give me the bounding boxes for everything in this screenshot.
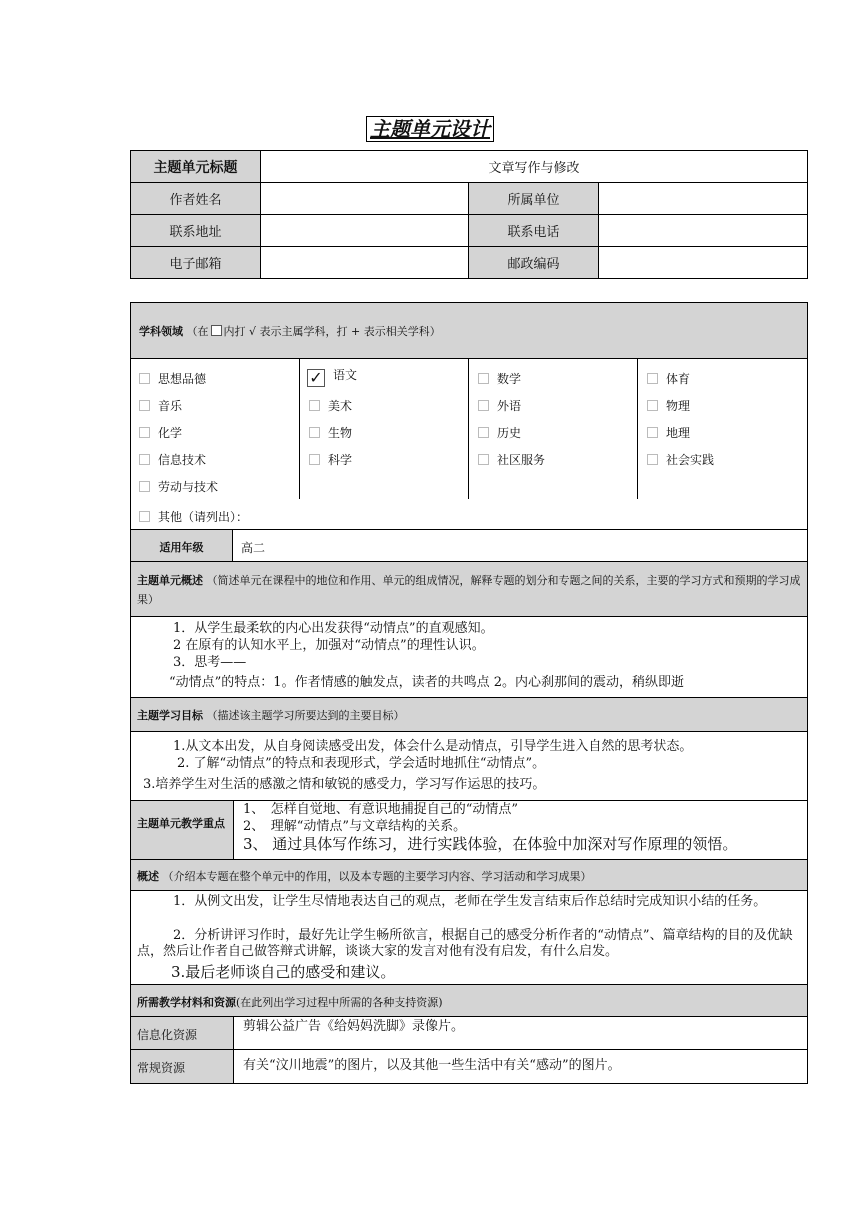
- overview-header: [131, 562, 807, 617]
- author-value[interactable]: [261, 183, 469, 215]
- subject-item[interactable]: 科学: [309, 453, 352, 467]
- subject-item[interactable]: 物理: [647, 399, 690, 413]
- resources-label: 所需教学材料和资源: [137, 996, 236, 1009]
- address-value[interactable]: [261, 215, 469, 247]
- overview-line-3: 3．思考——: [173, 655, 247, 670]
- summary-label: 概述: [137, 870, 159, 883]
- checkbox-icon[interactable]: [309, 400, 320, 411]
- grade-label: 适用年级: [159, 541, 204, 554]
- address-label: 联系地址: [131, 215, 261, 247]
- checkbox-icon[interactable]: [647, 373, 658, 384]
- overview-line-2: 2 在原有的认知水平上，加强对“动情点”的理性认识。: [173, 638, 485, 653]
- subject-item-chinese[interactable]: ✓ 语文: [307, 368, 357, 387]
- subject-item[interactable]: 信息技术: [139, 453, 206, 467]
- email-label: 电子邮箱: [131, 247, 261, 279]
- checkbox-icon: [211, 325, 222, 336]
- goals-body: [131, 732, 807, 801]
- subject-item[interactable]: 数学: [478, 372, 521, 386]
- goals-header: [131, 698, 807, 732]
- digital-resources-label: 信息化资源: [137, 1028, 198, 1042]
- checkbox-icon[interactable]: [647, 427, 658, 438]
- overview-body: [131, 617, 807, 698]
- title-text: 主题单元设计: [366, 116, 494, 142]
- subject-item[interactable]: 历史: [478, 426, 521, 440]
- subject-item[interactable]: 社区服务: [478, 453, 545, 467]
- phone-label: 联系电话: [469, 215, 599, 247]
- grade-row: [131, 530, 807, 562]
- subject-other[interactable]: 其他（请列出）：: [139, 510, 248, 524]
- subject-item[interactable]: 生物: [309, 426, 352, 440]
- checkbox-icon[interactable]: [309, 454, 320, 465]
- checkbox-icon[interactable]: [478, 400, 489, 411]
- subject-note-pre: （在: [186, 325, 209, 338]
- subject-item[interactable]: 外语: [478, 399, 521, 413]
- checkbox-icon[interactable]: [139, 373, 150, 384]
- checkbox-icon[interactable]: [139, 454, 150, 465]
- author-label: 作者姓名: [131, 183, 261, 215]
- subject-item[interactable]: 社会实践: [647, 453, 714, 467]
- regular-resources-row: [131, 1050, 807, 1083]
- checkbox-icon[interactable]: [647, 400, 658, 411]
- page-title: [0, 116, 860, 142]
- unit-value[interactable]: [599, 183, 808, 215]
- goals-line-2: 2. 了解“动情点”的特点和表现形式，学会适时地抓住“动情点”。: [177, 756, 546, 771]
- overview-line-1: 1．从学生最柔软的内心出发获得“动情点”的直观感知。: [173, 621, 494, 636]
- theme-title-value: 文章写作与修改: [261, 151, 808, 183]
- checkbox-icon[interactable]: [139, 427, 150, 438]
- subject-item[interactable]: 音乐: [139, 399, 182, 413]
- subject-label: 学科领域: [139, 325, 183, 338]
- postcode-value[interactable]: [599, 247, 808, 279]
- checkbox-icon[interactable]: [309, 427, 320, 438]
- digital-resources-row: [131, 1017, 807, 1050]
- checkbox-icon[interactable]: [478, 427, 489, 438]
- subject-item[interactable]: 地理: [647, 426, 690, 440]
- summary-body: [131, 891, 807, 985]
- resources-note: (在此列出学习过程中所需的各种支持资源): [236, 996, 443, 1009]
- checkbox-icon[interactable]: [139, 511, 150, 522]
- phone-value[interactable]: [599, 215, 808, 247]
- unit-label: 所属单位: [469, 183, 599, 215]
- checkbox-icon[interactable]: [647, 454, 658, 465]
- subject-item[interactable]: 化学: [139, 426, 182, 440]
- postcode-label: 邮政编码: [469, 247, 599, 279]
- checkbox-icon[interactable]: [478, 454, 489, 465]
- subject-item[interactable]: 思想品德: [139, 372, 206, 386]
- summary-p2: 2．分析讲评习作时，最好先让学生畅所欲言，根据自己的感受分析作者的“动情点”、篇章结构的目的及优缺点，然后让作者自己做答辩式讲解，谈谈大家的发言对他有没有启发，有什么启发。: [137, 928, 793, 959]
- subject-header: [131, 303, 807, 359]
- focus-label: 主题单元教学重点: [137, 817, 225, 830]
- design-table: [130, 302, 808, 1084]
- subject-item[interactable]: 劳动与技术: [139, 480, 218, 494]
- resources-header: [131, 985, 807, 1017]
- summary-p3: 3.最后老师谈自己的感受和建议。: [171, 963, 396, 981]
- grade-value: 高二: [241, 541, 266, 555]
- subject-note-post: 内打 √ 表示主属学科，打 + 表示相关学科）: [223, 325, 441, 338]
- overview-note: （简述单元在课程中的地位和作用、单元的组成情况，解释专题的划分和专题之间的关系，主要的学习方式和预期的学习成果）: [137, 574, 801, 606]
- goals-note: （描述该主题学习所要达到的主要目标）: [206, 709, 405, 722]
- email-value[interactable]: [261, 247, 469, 279]
- info-table: [130, 150, 808, 279]
- focus-line-2: 2、 理解“动情点”与文章结构的关系。: [243, 819, 467, 834]
- goals-line-1: 1.从文本出发，从自身阅读感受出发，体会什么是动情点，引导学生进入自然的思考状态。: [173, 739, 693, 754]
- summary-p1: 1．从例文出发，让学生尽情地表达自己的观点，老师在学生发言结束后作总结时完成知识小结的任务。: [173, 894, 767, 909]
- subject-grid: [131, 359, 807, 530]
- checkbox-icon[interactable]: [478, 373, 489, 384]
- digital-resources-value: 剪辑公益广告《给妈妈洗脚》录像片。: [243, 1019, 465, 1034]
- goals-line-3: 3.培养学生对生活的感激之情和敏锐的感受力，学习写作运思的技巧。: [143, 777, 546, 792]
- theme-title-label: 主题单元标题: [131, 151, 261, 183]
- goals-label: 主题学习目标: [137, 709, 203, 722]
- checkbox-icon[interactable]: [139, 481, 150, 492]
- summary-note: （介绍本专题在整个单元中的作用，以及本专题的主要学习内容、学习活动和学习成果）: [162, 870, 592, 883]
- regular-resources-value: 有关“汶川地震”的图片，以及其他一些生活中有关“感动”的图片。: [243, 1058, 621, 1073]
- overview-line-4: “动情点”的特点：1。作者情感的触发点，读者的共鸣点 2。内心刹那间的震动，稍纵即逝: [169, 675, 684, 690]
- overview-label: 主题单元概述: [137, 574, 203, 587]
- focus-line-3: 3、 通过具体写作练习，进行实践体验，在体验中加深对写作原理的领悟。: [243, 835, 738, 853]
- focus-line-1: 1、 怎样自觉地、有意识地捕捉自己的“动情点”: [243, 802, 519, 817]
- regular-resources-label: 常规资源: [137, 1061, 186, 1075]
- focus-row: [131, 801, 807, 860]
- checkmark-icon[interactable]: ✓: [307, 369, 325, 387]
- subject-item[interactable]: 美术: [309, 399, 352, 413]
- summary-header: [131, 860, 807, 891]
- checkbox-icon[interactable]: [139, 400, 150, 411]
- subject-item[interactable]: 体育: [647, 372, 690, 386]
